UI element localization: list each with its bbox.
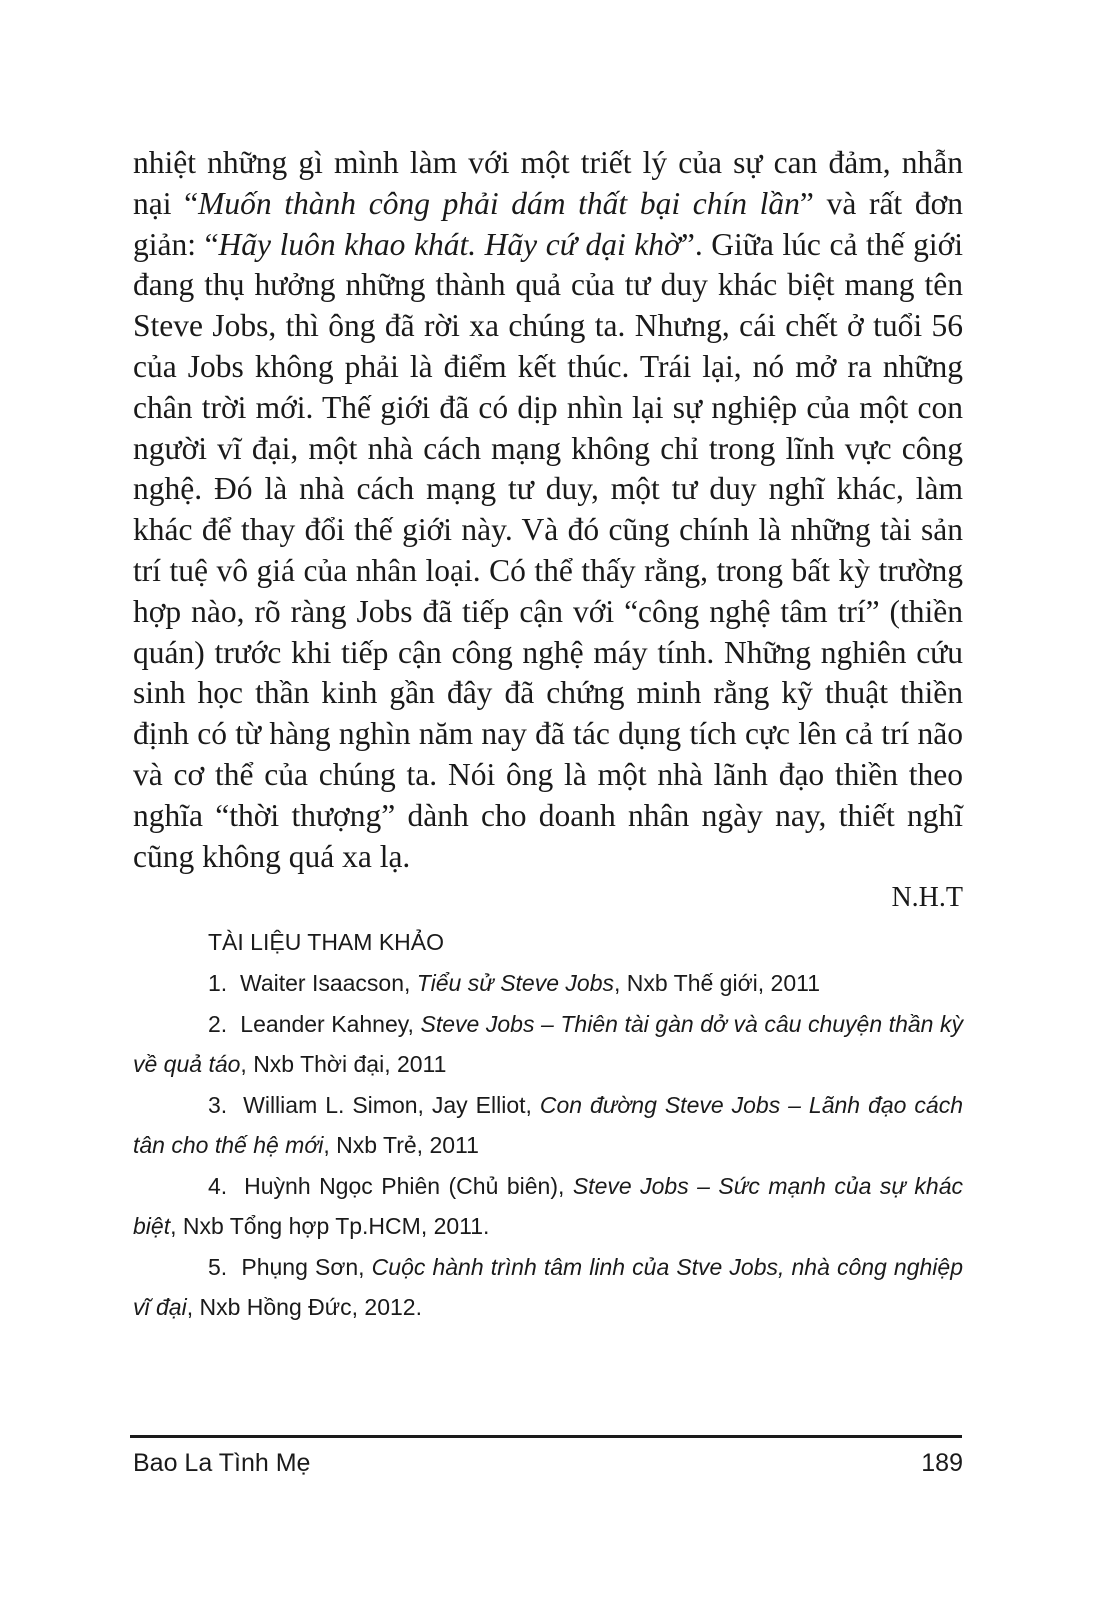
- reference-title: Steve Jobs – Sức mạnh của sự khác biệt: [133, 1173, 963, 1239]
- reference-authors: Waiter Isaacson,: [239, 970, 417, 996]
- reference-number: 3.: [208, 1092, 228, 1118]
- reference-item: [133, 1166, 963, 1246]
- footer-book-title: Bao La Tình Mẹ: [133, 1449, 311, 1477]
- footer-divider: [130, 1435, 962, 1438]
- reference-item: [133, 1085, 963, 1165]
- reference-authors: Phụng Sơn,: [241, 1254, 372, 1280]
- reference-item: [133, 1247, 963, 1327]
- reference-publisher: , Nxb Hồng Đức, 2012.: [186, 1294, 422, 1320]
- author-signature: N.H.T: [891, 882, 963, 913]
- paragraph-text-2: ” và rất đơn giản: “: [133, 185, 964, 262]
- reference-title: Con đường Steve Jobs – Lãnh đạo cách tân cho thế hệ mới: [133, 1092, 963, 1158]
- reference-publisher: , Nxb Thời đại, 2011: [240, 1051, 447, 1077]
- quote-1: Muốn thành công phải dám thất bại chín lần: [198, 185, 800, 221]
- paragraph-text-1: nhiệt những gì mình làm với một triết lý của sự can đảm, nhẫn nại “: [133, 145, 963, 221]
- reference-item: [133, 1004, 963, 1084]
- reference-authors: Huỳnh Ngọc Phiên (Chủ biên),: [244, 1173, 573, 1199]
- references-heading: TÀI LIỆU THAM KHẢO: [208, 929, 445, 955]
- reference-authors: Leander Kahney,: [240, 1011, 421, 1037]
- references-section: [133, 922, 963, 1328]
- reference-number: 4.: [208, 1173, 228, 1199]
- reference-item: [133, 963, 963, 1003]
- page-number: 189: [921, 1449, 963, 1477]
- reference-publisher: , Nxb Thế giới, 2011: [613, 970, 820, 996]
- reference-number: 2.: [208, 1011, 228, 1037]
- body-paragraph: [133, 143, 963, 877]
- reference-title: Cuộc hành trình tâm linh của Stve Jobs, nhà công nghiệp vĩ đại: [133, 1254, 963, 1320]
- quote-2: Hãy luôn khao khát. Hãy cứ dại khờ: [218, 226, 681, 262]
- reference-number: 5.: [208, 1254, 228, 1280]
- reference-number: 1.: [208, 970, 228, 996]
- reference-title: Steve Jobs – Thiên tài gàn dở và câu chuyện thần kỳ về quả táo: [133, 1011, 963, 1077]
- reference-title: Tiểu sử Steve Jobs: [416, 970, 614, 996]
- paragraph-text-3: ”. Giữa lúc cả thế giới đang thụ hưởng những thành quả của tư duy khác biệt mang tên Steve Jobs, thì ông đã rời xa chúng ta. Nhưng, cái chết ở tuổi 56 của Jobs không phải là điểm kết thúc. Trái lại, nó mở ra những chân trời mới. Thế giới đã có dịp nhìn lại sự nghiệp của một con người vĩ đại, một nhà cách mạng không chỉ trong lĩnh vực công nghệ. Đó là nhà cách mạng tư duy, một tư duy nghĩ khác, làm khác để thay đổi thế giới này. Và đó cũng chính là những tài sản trí tuệ vô giá của nhân loại. Có thể thấy rằng, trong bất kỳ trường hợp nào, rõ ràng Jobs đã tiếp cận với “công nghệ tâm trí” (thiền quán) trước khi tiếp cận công nghệ máy tính. Những nghiên cứu sinh học thần kinh gần đây đã chứng minh rằng kỹ thuật thiền định có từ hàng nghìn năm nay đã tác dụng tích cực lên cả trí não và cơ thể của chúng ta. Nói ông là một nhà lãnh đạo thiền theo nghĩa “thời thượng” dành cho doanh nhân ngày nay, thiết nghĩ cũng không quá xa lạ.: [133, 226, 963, 874]
- reference-authors: William L. Simon, Jay Elliot,: [243, 1092, 540, 1118]
- reference-publisher: , Nxb Tổng hợp Tp.HCM, 2011.: [170, 1213, 490, 1239]
- reference-publisher: , Nxb Trẻ, 2011: [323, 1132, 479, 1158]
